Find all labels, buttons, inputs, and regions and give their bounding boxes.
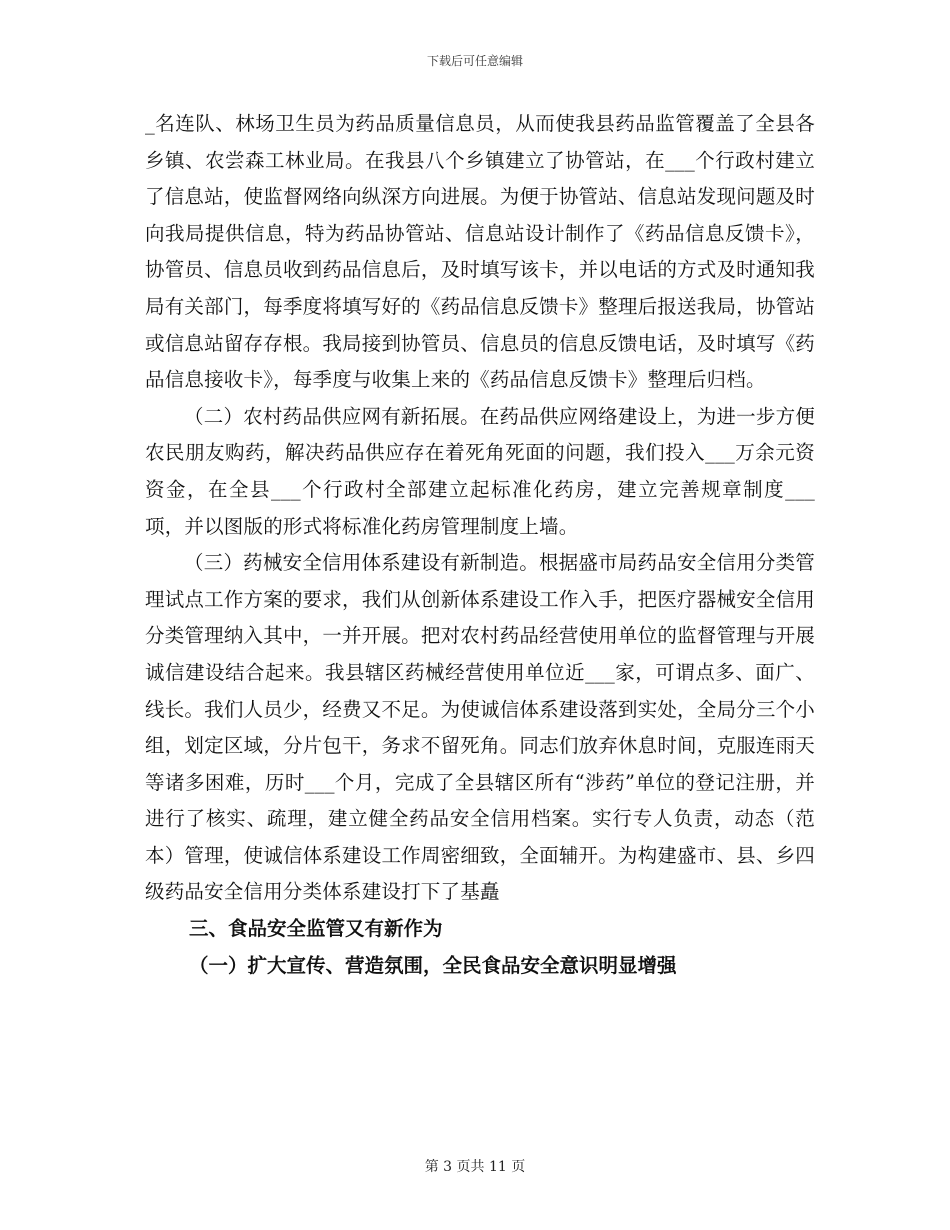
section-subheading: （一）扩大宣传、营造氛围，全民食品安全意识明显增强 <box>189 953 677 977</box>
paragraph-2: （二）农村药品供应网有新拓展。在药品供应网络建设上，为进一步方便农民朋友购药，解决药品供应存在着死角死面的问题，我们投入___万余元资资金，在全县___个行政村全部建立起标准化药房，建立完善规章制度___项，并以图版的形式将标准化药房管理制度上墙。 <box>145 404 815 538</box>
paragraph-1: _名连队、林场卫生员为药品质量信息员，从而使我县药品监管覆盖了全县各乡镇、农尝森工林业局。在我县八个乡镇建立了协管站，在___个行政村建立了信息站，使监督网络向纵深方向进展。为便于协管站、信息站发现问题及时向我局提供信息，特为药品协管站、信息站设计制作了《药品信息反馈卡》，协管员、信息员收到药品信息后，及时填写该卡，并以电话的方式及时通知我局有关部门，每季度将填写好的《药品信息反馈卡》整理后报送我局，协管站或信息站留存存根。我局接到协管员、信息员的信息反馈电话，及时填写《药品信息接收卡》，每季度与收集上来的《药品信息反馈卡》整理后归档。 <box>145 112 815 392</box>
document-body <box>145 106 815 984</box>
paragraph-3: （三）药械安全信用体系建设有新制造。根据盛市局药品安全信用分类管理试点工作方案的要求，我们从创新体系建设工作入手，把医疗器械安全信用分类管理纳入其中，一并开展。把对农村药品经营使用单位的监督管理与开展诚信建设结合起来。我县辖区药械经营使用单位近___家，可谓点多、面广、线长。我们人员少，经费又不足。为使诚信体系建设落到实处，全局分三个小组，划定区域，分片包干，务求不留死角。同志们放弃休息时间，克服连雨天等诸多困难，历时___个月，完成了全县辖区所有“涉药”单位的登记注册，并进行了核实、疏理，建立健全药品安全信用档案。实行专人负责，动态（范本）管理，使诚信体系建设工作周密细致，全面辅开。为构建盛市、县、乡四级药品安全信用分类体系建设打下了基矗 <box>145 551 815 904</box>
section-heading: 三、食品安全监管又有新作为 <box>189 917 443 941</box>
page-header: 下载后可任意编辑 <box>426 54 523 68</box>
page-number: 第 3 页共 11 页 <box>424 1159 526 1175</box>
